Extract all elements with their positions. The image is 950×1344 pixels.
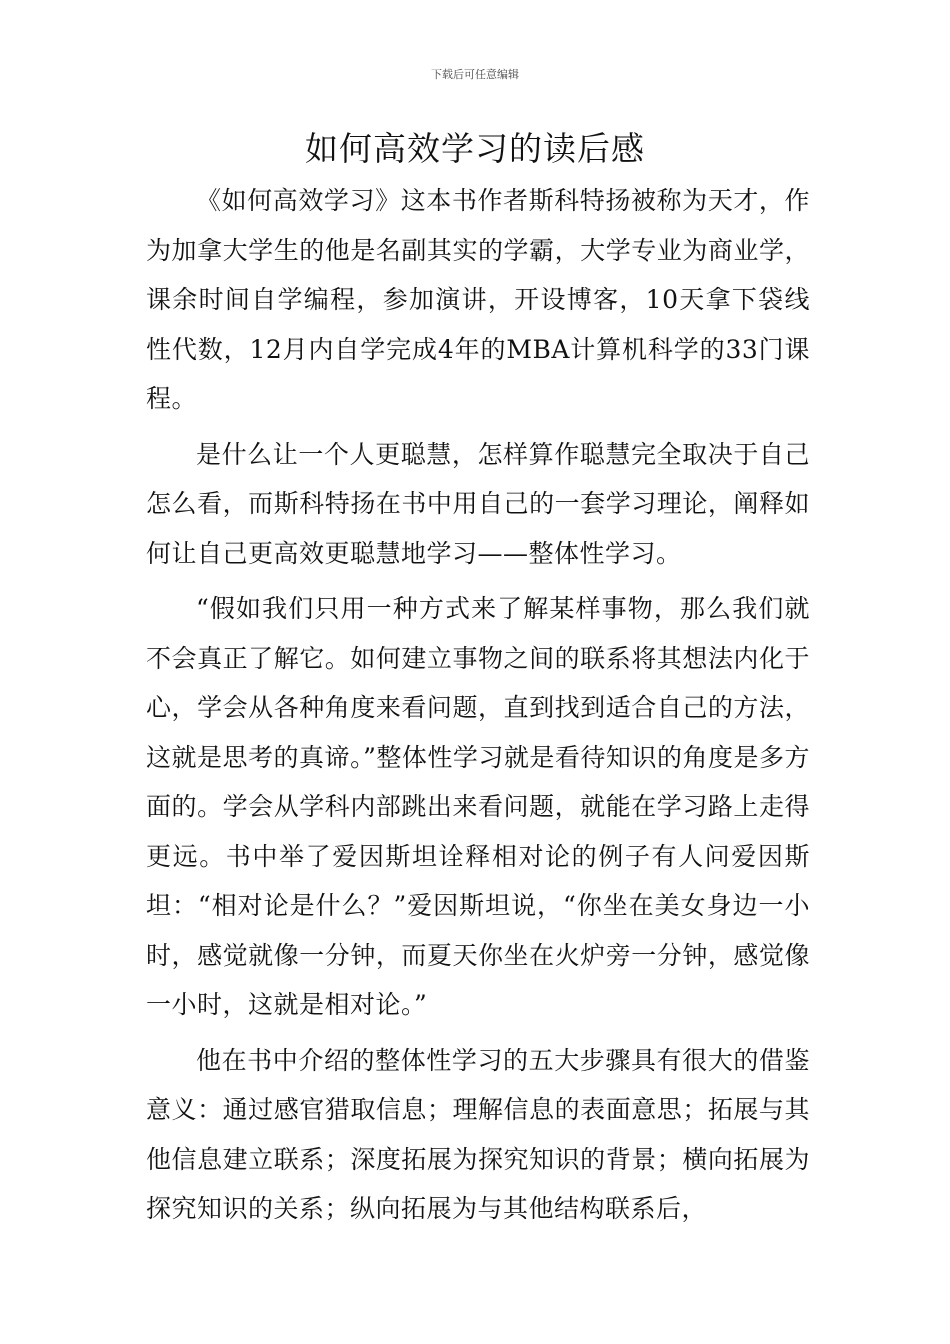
paragraph-4: 他在书中介绍的整体性学习的五大步骤具有很大的借鉴意义：通过感官猎取信息；理解信息的表面意思；拓展与其他信息建立联系；深度拓展为探究知识的背景；横向拓展为探究知识的关系；纵向拓展为与其他结构联系后， [146,1045,810,1223]
paragraph-2: 是什么让一个人更聪慧，怎样算作聪慧完全取决于自己怎么看，而斯科特扬在书中用自己的一套学习理论，阐释如何让自己更高效更聪慧地学习——整体性学习。 [146,439,810,568]
page-title: 如何高效学习的读后感 [305,129,645,168]
document-body [146,176,810,1234]
paragraph-1: 《如何高效学习》这本书作者斯科特扬被称为天才，作为加拿大学生的他是名副其实的学霸，大学专业为商业学，课余时间自学编程，参加演讲，开设博客，10天拿下袋线性代数，12月内自学完成4年的MBA计算机科学的33门课程。 [146,186,810,413]
paragraph-3: “假如我们只用一种方式来了解某样事物，那么我们就不会真正了解它。如何建立事物之间的联系将其想法内化于心，学会从各种角度来看问题，直到找到适合自己的方法，这就是思考的真谛。”整体性学习就是看待知识的角度是多方面的。学会从学科内部跳出来看问题，就能在学习路上走得更远。书中举了爱因斯坦诠释相对论的例子有人问爱因斯坦：“相对论是什么？”爱因斯坦说，“你坐在美女身边一小时，感觉就像一分钟，而夏天你坐在火炉旁一分钟，感觉像一小时，这就是相对论。” [146,594,810,1019]
header-note: 下载后可任意编辑 [431,68,519,81]
